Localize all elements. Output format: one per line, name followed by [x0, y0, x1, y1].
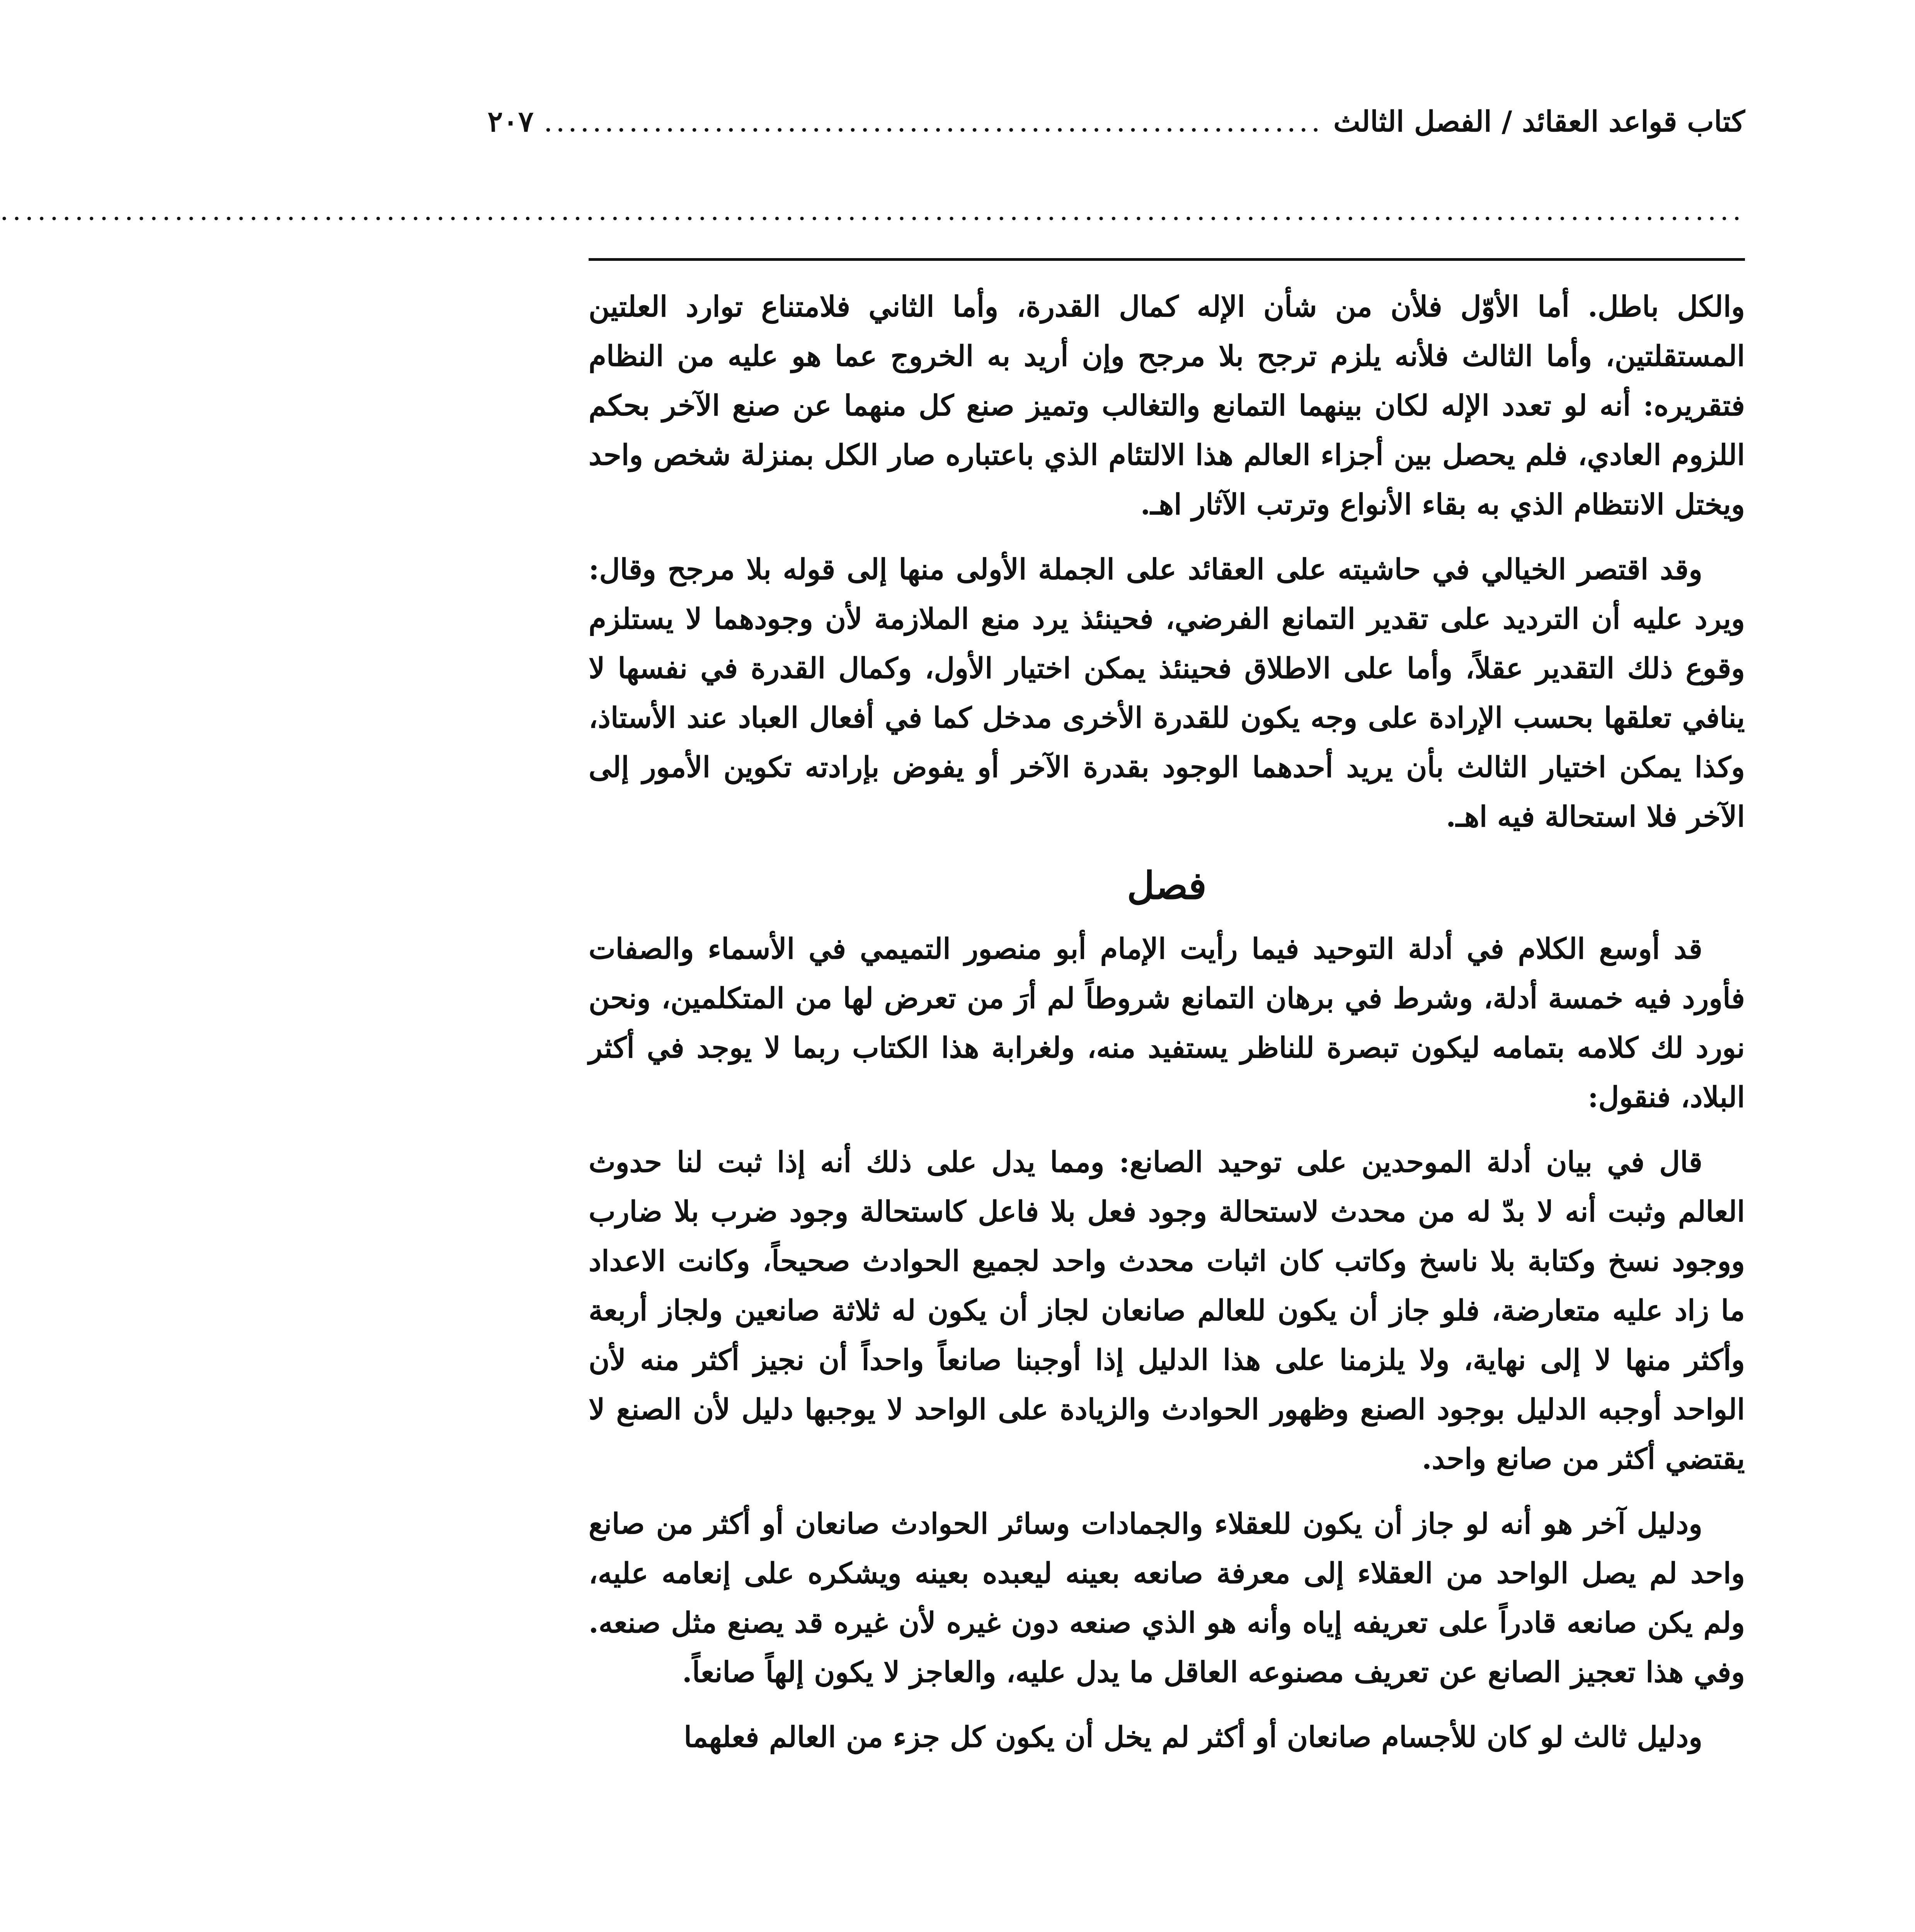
body-paragraph: ودليل آخر هو أنه لو جاز أن يكون للعقلاء والجمادات وسائر الحوادث صانعان أو أكثر من صانع واحد لم يصل الواحد من العقلاء إلى معرفة صانعه بعينه ليعبده بعينه ويشكره على إنعامه عليه، ولم يكن صانعه قادراً على تعريفه إياه وأنه هو الذي صنعه دون غيره لأن غيره قد يصنع مثل صنعه. وفي هذا تعجيز الصانع عن تعريف مصنوعه العاقل ما يدل عليه، والعاجز لا يكون إلهاً صانعاً.	[589, 1507, 1745, 1689]
section-heading: فصل	[1127, 864, 1207, 908]
page-number: ٢٠٧	[487, 105, 534, 138]
body-paragraph: والكل باطل. أما الأوّل فلأن من شأن الإله كمال القدرة، وأما الثاني فلامتناع توارد العلتين المستقلتين، وأما الثالث فلأنه يلزم ترجح بلا مرجح وإن أريد به الخروج عما هو عليه من النظام فتقريره: أنه لو تعدد الإله لكان بينهما التمانع والتغالب وتميز صنع كل منهما عن صنع الآخر بحكم اللزوم العادي، فلم يحصل بين أجزاء العالم هذا الالتئام الذي باعتباره صار الكل بمنزلة شخص واحد ويختل الانتظام الذي به بقاء الأنواع وترتب الآثار اهـ.	[589, 290, 1745, 521]
body-paragraph: قد أوسع الكلام في أدلة التوحيد فيما رأيت الإمام أبو منصور التميمي في الأسماء والصفات فأورد فيه خمسة أدلة، وشرط في برهان التمانع شروطاً لم أرَ من تعرض لها من المتكلمين، ونحن نورد لك كلامه بتمامه ليكون تبصرة للناظر يستفيد منه، ولغرابة هذا الكتاب ربما لا يوجد في أكثر البلاد، فنقول:	[589, 932, 1745, 1114]
running-header-title: كتاب قواعد العقائد / الفصل الثالث	[1333, 105, 1745, 138]
body-paragraph: قال في بيان أدلة الموحدين على توحيد الصانع: ومما يدل على ذلك أنه إذا ثبت لنا حدوث العالم وثبت أنه لا بدّ له من محدث لاستحالة وجود فعل بلا فاعل كاستحالة وجود ضرب بلا ضارب ووجود نسخ وكتابة بلا ناسخ وكاتب كان اثبات محدث واحد لجميع الحوادث صحيحاً، وكانت الاعداد ما زاد عليه متعارضة، فلو جاز أن يكون للعالم صانعان لجاز أن يكون له ثلاثة صانعين ولجاز أربعة وأكثر منها لا إلى نهاية، ولا يلزمنا على هذا الدليل إذا أوجبنا صانعاً واحداً أن نجيز أكثر منه لأن الواحد أوجبه الدليل بوجود الصنع وظهور الحوادث والزيادة على الواحد لا يوجبها دليل لأن الصنع لا يقتضي أكثر من صانع واحد.	[589, 1146, 1745, 1476]
header-rule	[589, 258, 1745, 261]
page-body	[589, 282, 1745, 1932]
header-leader-dots: ................................................................	[543, 105, 1324, 138]
body-paragraph: ودليل ثالث لو كان للأجسام صانعان أو أكثر لم يخل أن يكون كل جزء من العالم فعلهما	[684, 1721, 1702, 1754]
header-dotted-line: ............................................................................................................................................	[0, 195, 1745, 226]
body-paragraph: وقد اقتصر الخيالي في حاشيته على العقائد على الجملة الأولى منها إلى قوله بلا مرجح وقال: ويرد عليه أن الترديد على تقدير التمانع الفرضي، فحينئذ يرد منع الملازمة لأن وجودهما لا يستلزم وقوع ذلك التقدير عقلاً، وأما على الاطلاق فحينئذ يمكن اختيار الأول، وكمال القدرة في نفسها لا ينافي تعلقها بحسب الإرادة على وجه يكون للقدرة الأخرى مدخل كما في أفعال العباد عند الأستاذ، وكذا يمكن اختيار الثالث بأن يريد أحدهما الوجود بقدرة الآخر أو يفوض بإرادته تكوين الأمور إلى الآخر فلا استحالة فيه اهـ.	[589, 553, 1745, 833]
running-header	[487, 97, 1745, 147]
